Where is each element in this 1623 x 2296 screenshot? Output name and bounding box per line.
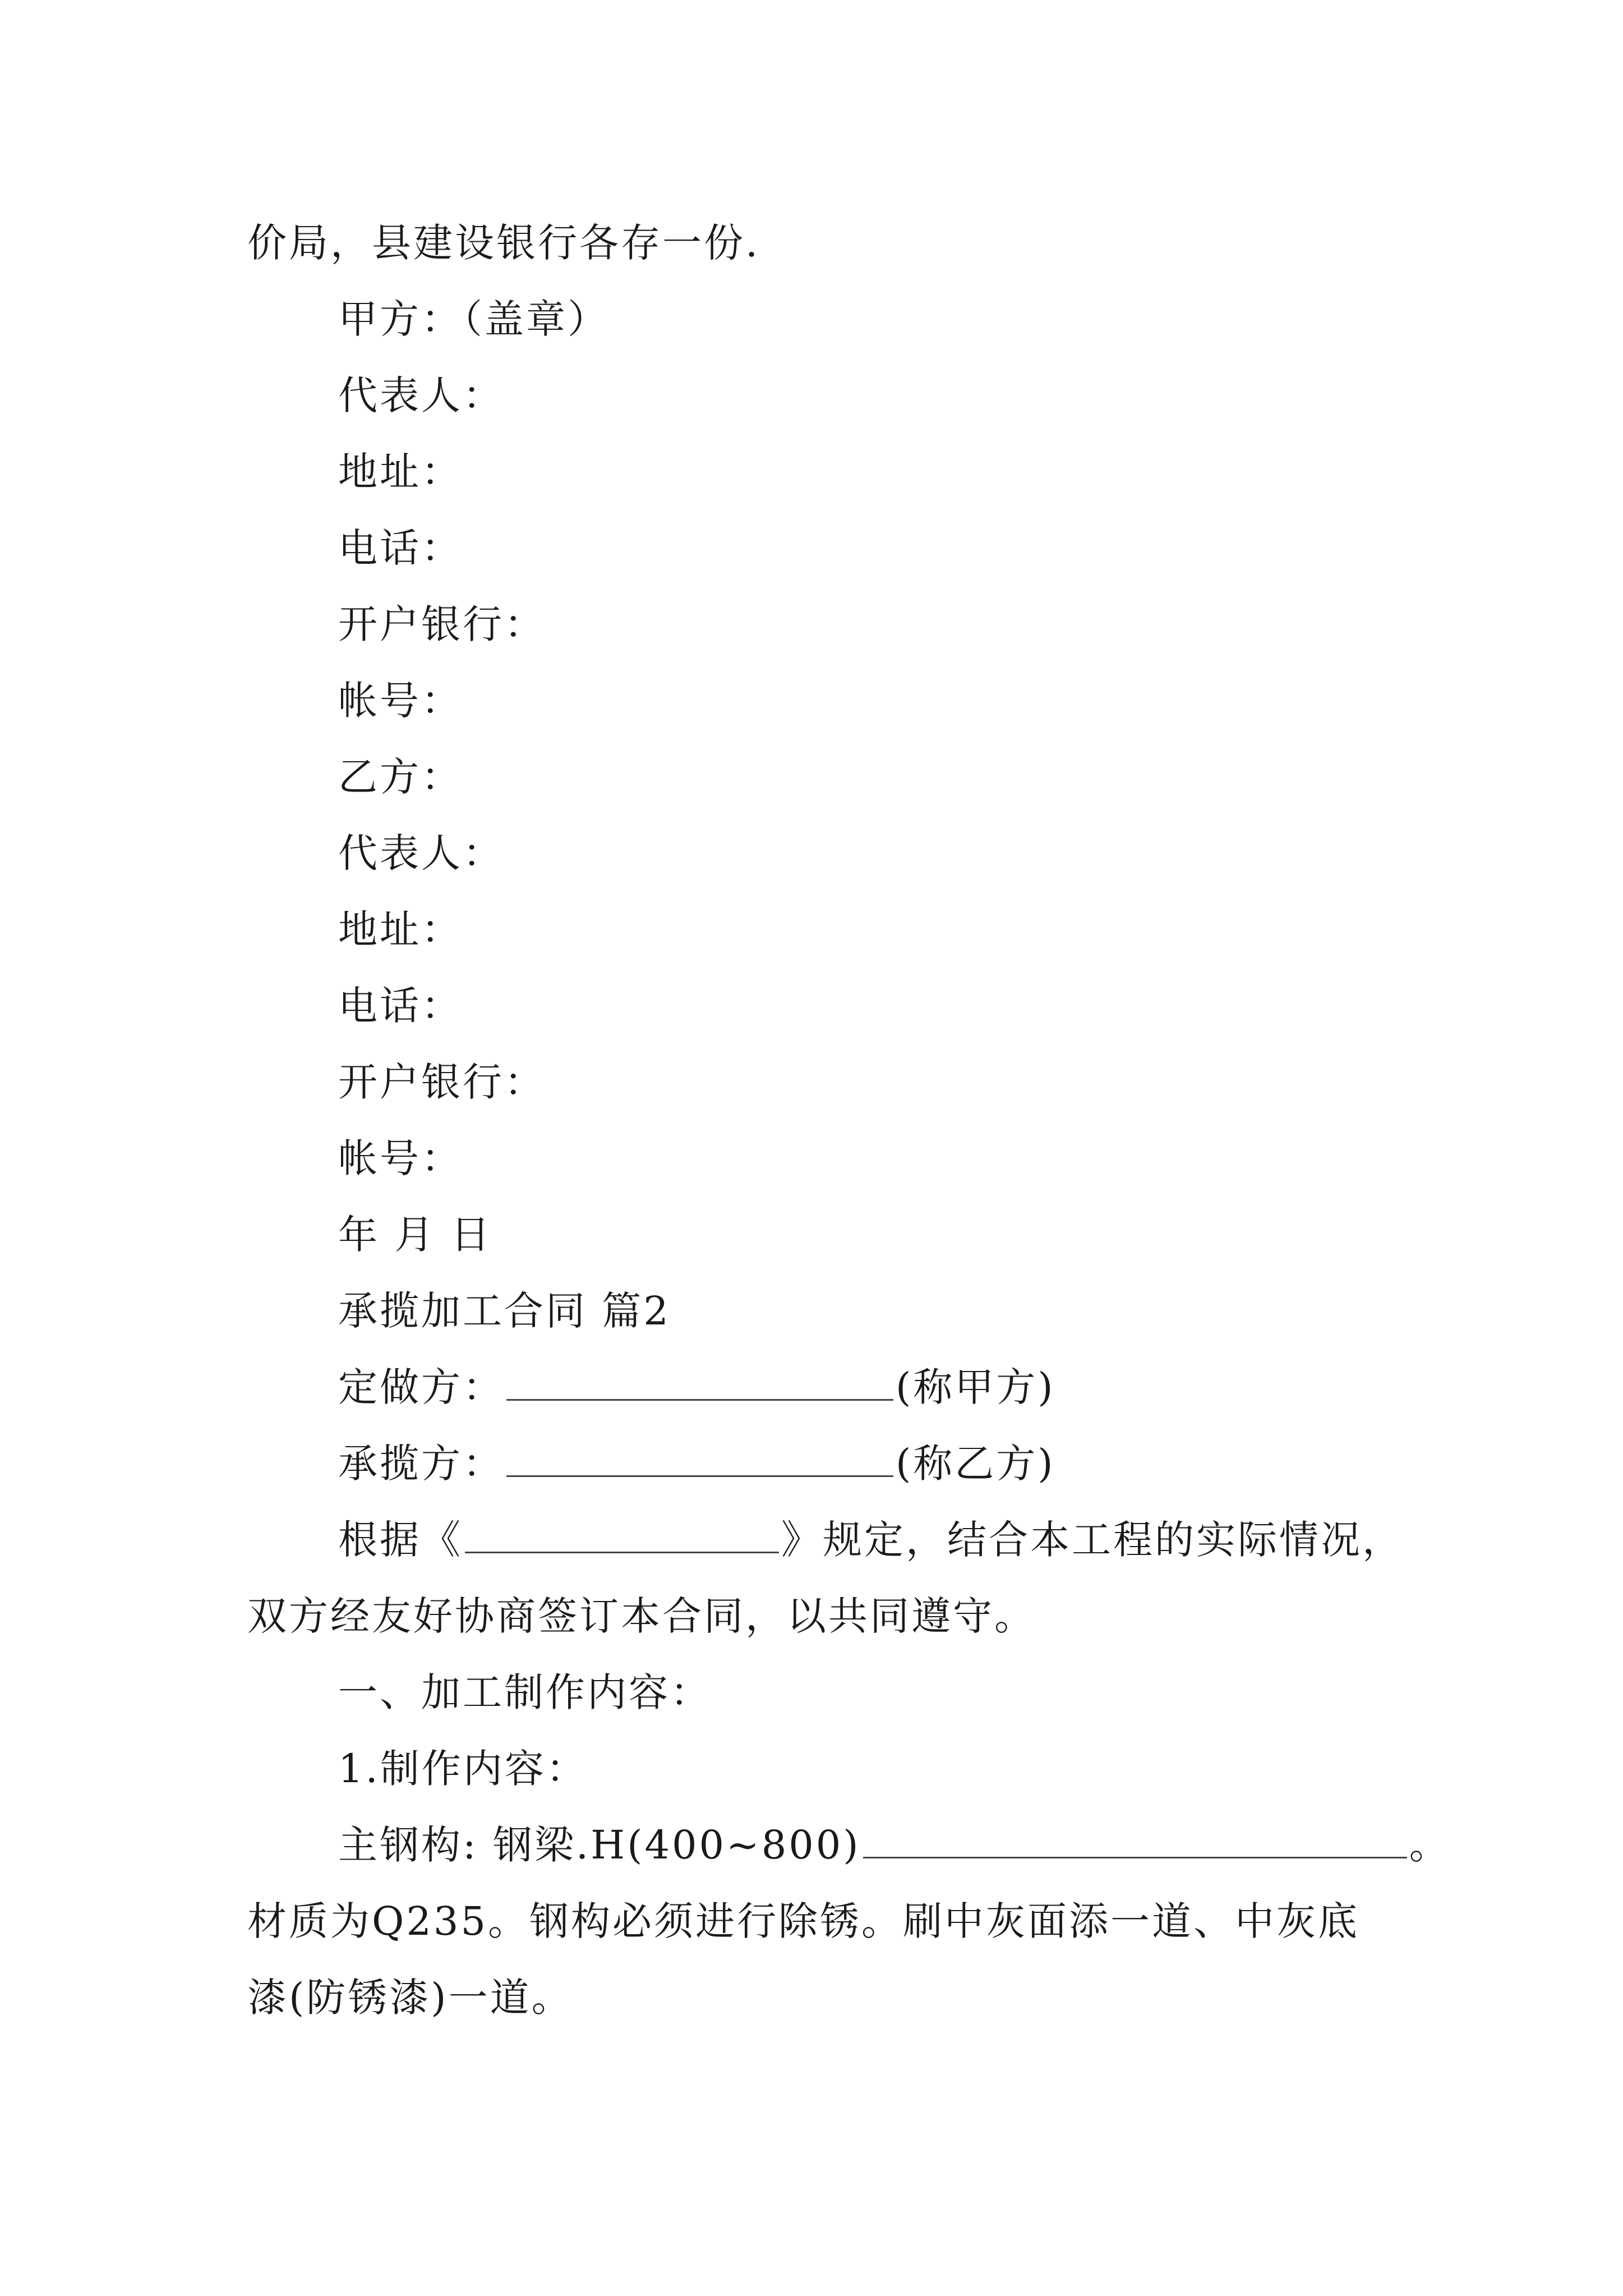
party-b-label: 乙方： [338,754,463,800]
steel-line [338,1817,1451,1873]
orderer-label: 定做方： [338,1364,504,1410]
party-b-account: 帐号： [338,1135,463,1181]
basis-continuation: 双方经友好协商签订本合同，以共同遵守。 [247,1593,1036,1639]
party-b-bank: 开户银行： [338,1059,546,1105]
item-title: 1.制作内容： [338,1746,588,1792]
steel-prefix: 主钢构: 钢梁.H(400~800) [338,1822,861,1868]
orderer-line [338,1359,1055,1415]
steel-paint-line: 漆(防锈漆)一道。 [247,1975,573,2021]
party-a-address: 地址： [338,449,463,495]
orderer-suffix: (称甲方) [896,1364,1055,1410]
party-b-address: 地址： [338,907,463,953]
basis-blank [465,1517,779,1553]
contractor-line [338,1435,1055,1492]
section-title: 一、加工制作内容： [338,1669,712,1715]
party-a-phone: 电话： [338,525,463,571]
basis-prefix: 根据《 [338,1517,463,1563]
party-b-representative: 代表人： [338,830,504,876]
party-a-bank: 开户银行： [338,601,546,647]
text-line: 价局，县建设银行各存一份. [247,220,760,266]
steel-suffix: 。 [1409,1822,1451,1868]
basis-suffix: 》规定，结合本工程的实际情况， [781,1517,1404,1563]
party-a-account: 帐号： [338,678,463,724]
party-a-label: 甲方：（盖章） [338,296,609,342]
contractor-blank [506,1441,893,1477]
party-b-phone: 电话： [338,983,463,1029]
orderer-blank [506,1364,893,1401]
contractor-label: 承揽方： [338,1441,504,1487]
contractor-suffix: (称乙方) [896,1441,1055,1487]
party-a-representative: 代表人： [338,372,504,418]
date-line: 年 月 日 [338,1212,492,1258]
contract-title: 承揽加工合同 篇2 [338,1288,671,1334]
steel-material-line: 材质为Q235。钢构必须进行除锈。刷中灰面添一道、中灰底 [247,1898,1359,1944]
steel-blank [863,1822,1407,1858]
basis-line [338,1512,1404,1568]
